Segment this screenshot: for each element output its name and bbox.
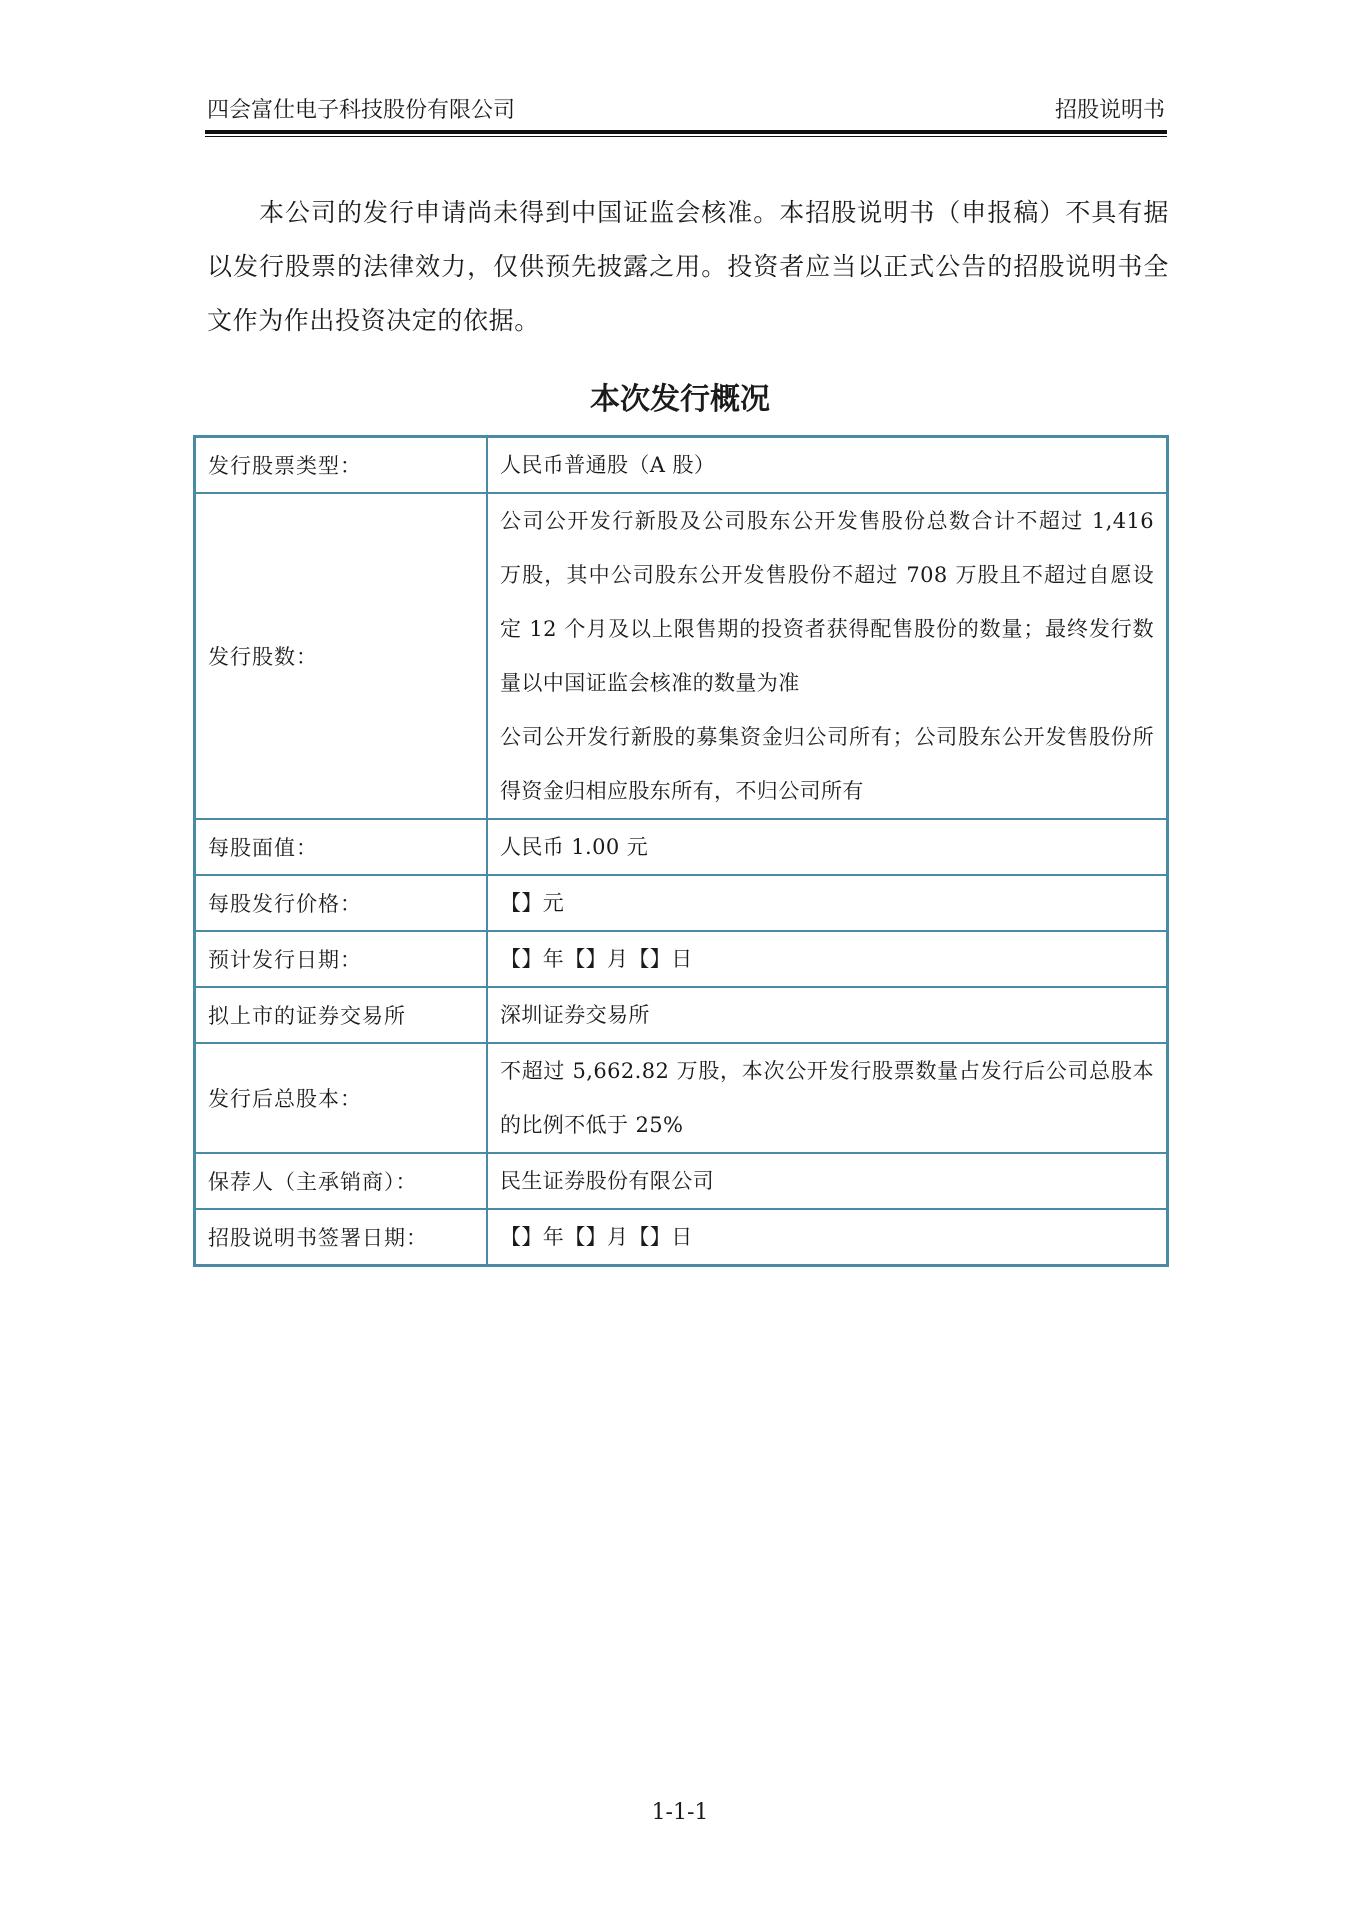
row-value: 人民币 1.00 元 (487, 819, 1168, 875)
row-label: 预计发行日期： (195, 931, 488, 987)
row-label: 每股发行价格： (195, 875, 488, 931)
row-value: 民生证券股份有限公司 (487, 1153, 1168, 1209)
table-row (195, 819, 1168, 875)
table-row (195, 875, 1168, 931)
table-row (195, 493, 1168, 819)
header-company-name: 四会富仕电子科技股份有限公司 (207, 98, 516, 123)
table-row (195, 1153, 1168, 1209)
header-document-type: 招股说明书 (1054, 98, 1165, 123)
table-row (195, 1209, 1168, 1266)
row-label: 拟上市的证券交易所 (195, 987, 488, 1043)
row-label: 招股说明书签署日期： (195, 1209, 488, 1266)
disclaimer-notice: 本公司的发行申请尚未得到中国证监会核准。本招股说明书（申报稿）不具有据以发行股票的法律效力，仅供预先披露之用。投资者应当以正式公告的招股说明书全文作为作出投资决定的依据。 (207, 198, 1169, 335)
row-value: 【】年【】月【】日 (487, 1209, 1168, 1266)
header-rule (205, 130, 1167, 134)
table-row (195, 437, 1168, 494)
row-label: 每股面值： (195, 819, 488, 875)
row-value: 人民币普通股（A 股） (487, 437, 1168, 494)
row-label: 发行后总股本： (195, 1043, 488, 1153)
page-number: 1-1-1 (651, 1800, 709, 1825)
table-row (195, 987, 1168, 1043)
row-value-paragraph: 公司公开发行新股及公司股东公开发售股份总数合计不超过 1,416 万股，其中公司股东公开发售股份不超过 708 万股且不超过自愿设定 12 个月及以上限售期的投资者获得配售股份的数量；最终发行数量以中国证监会核准的数量为准 (500, 509, 1154, 695)
header-rule-thin (205, 136, 1167, 137)
table-row (195, 1043, 1168, 1153)
page-header (205, 96, 1167, 134)
row-value: 【】元 (487, 875, 1168, 931)
row-value: 深圳证券交易所 (487, 987, 1168, 1043)
row-value-paragraph: 公司公开发行新股的募集资金归公司所有；公司股东公开发售股份所得资金归相应股东所有，不归公司所有 (500, 725, 1154, 803)
table-row (195, 931, 1168, 987)
section-title: 本次发行概况 (590, 382, 770, 417)
row-value (487, 493, 1168, 819)
row-value: 不超过 5,662.82 万股，本次公开发行股票数量占发行后公司总股本的比例不低于 25% (487, 1043, 1168, 1153)
row-label: 发行股票类型： (195, 437, 488, 494)
row-label: 发行股数： (195, 493, 488, 819)
row-value: 【】年【】月【】日 (487, 931, 1168, 987)
offering-summary-table (193, 435, 1169, 1267)
row-label: 保荐人（主承销商）： (195, 1153, 488, 1209)
